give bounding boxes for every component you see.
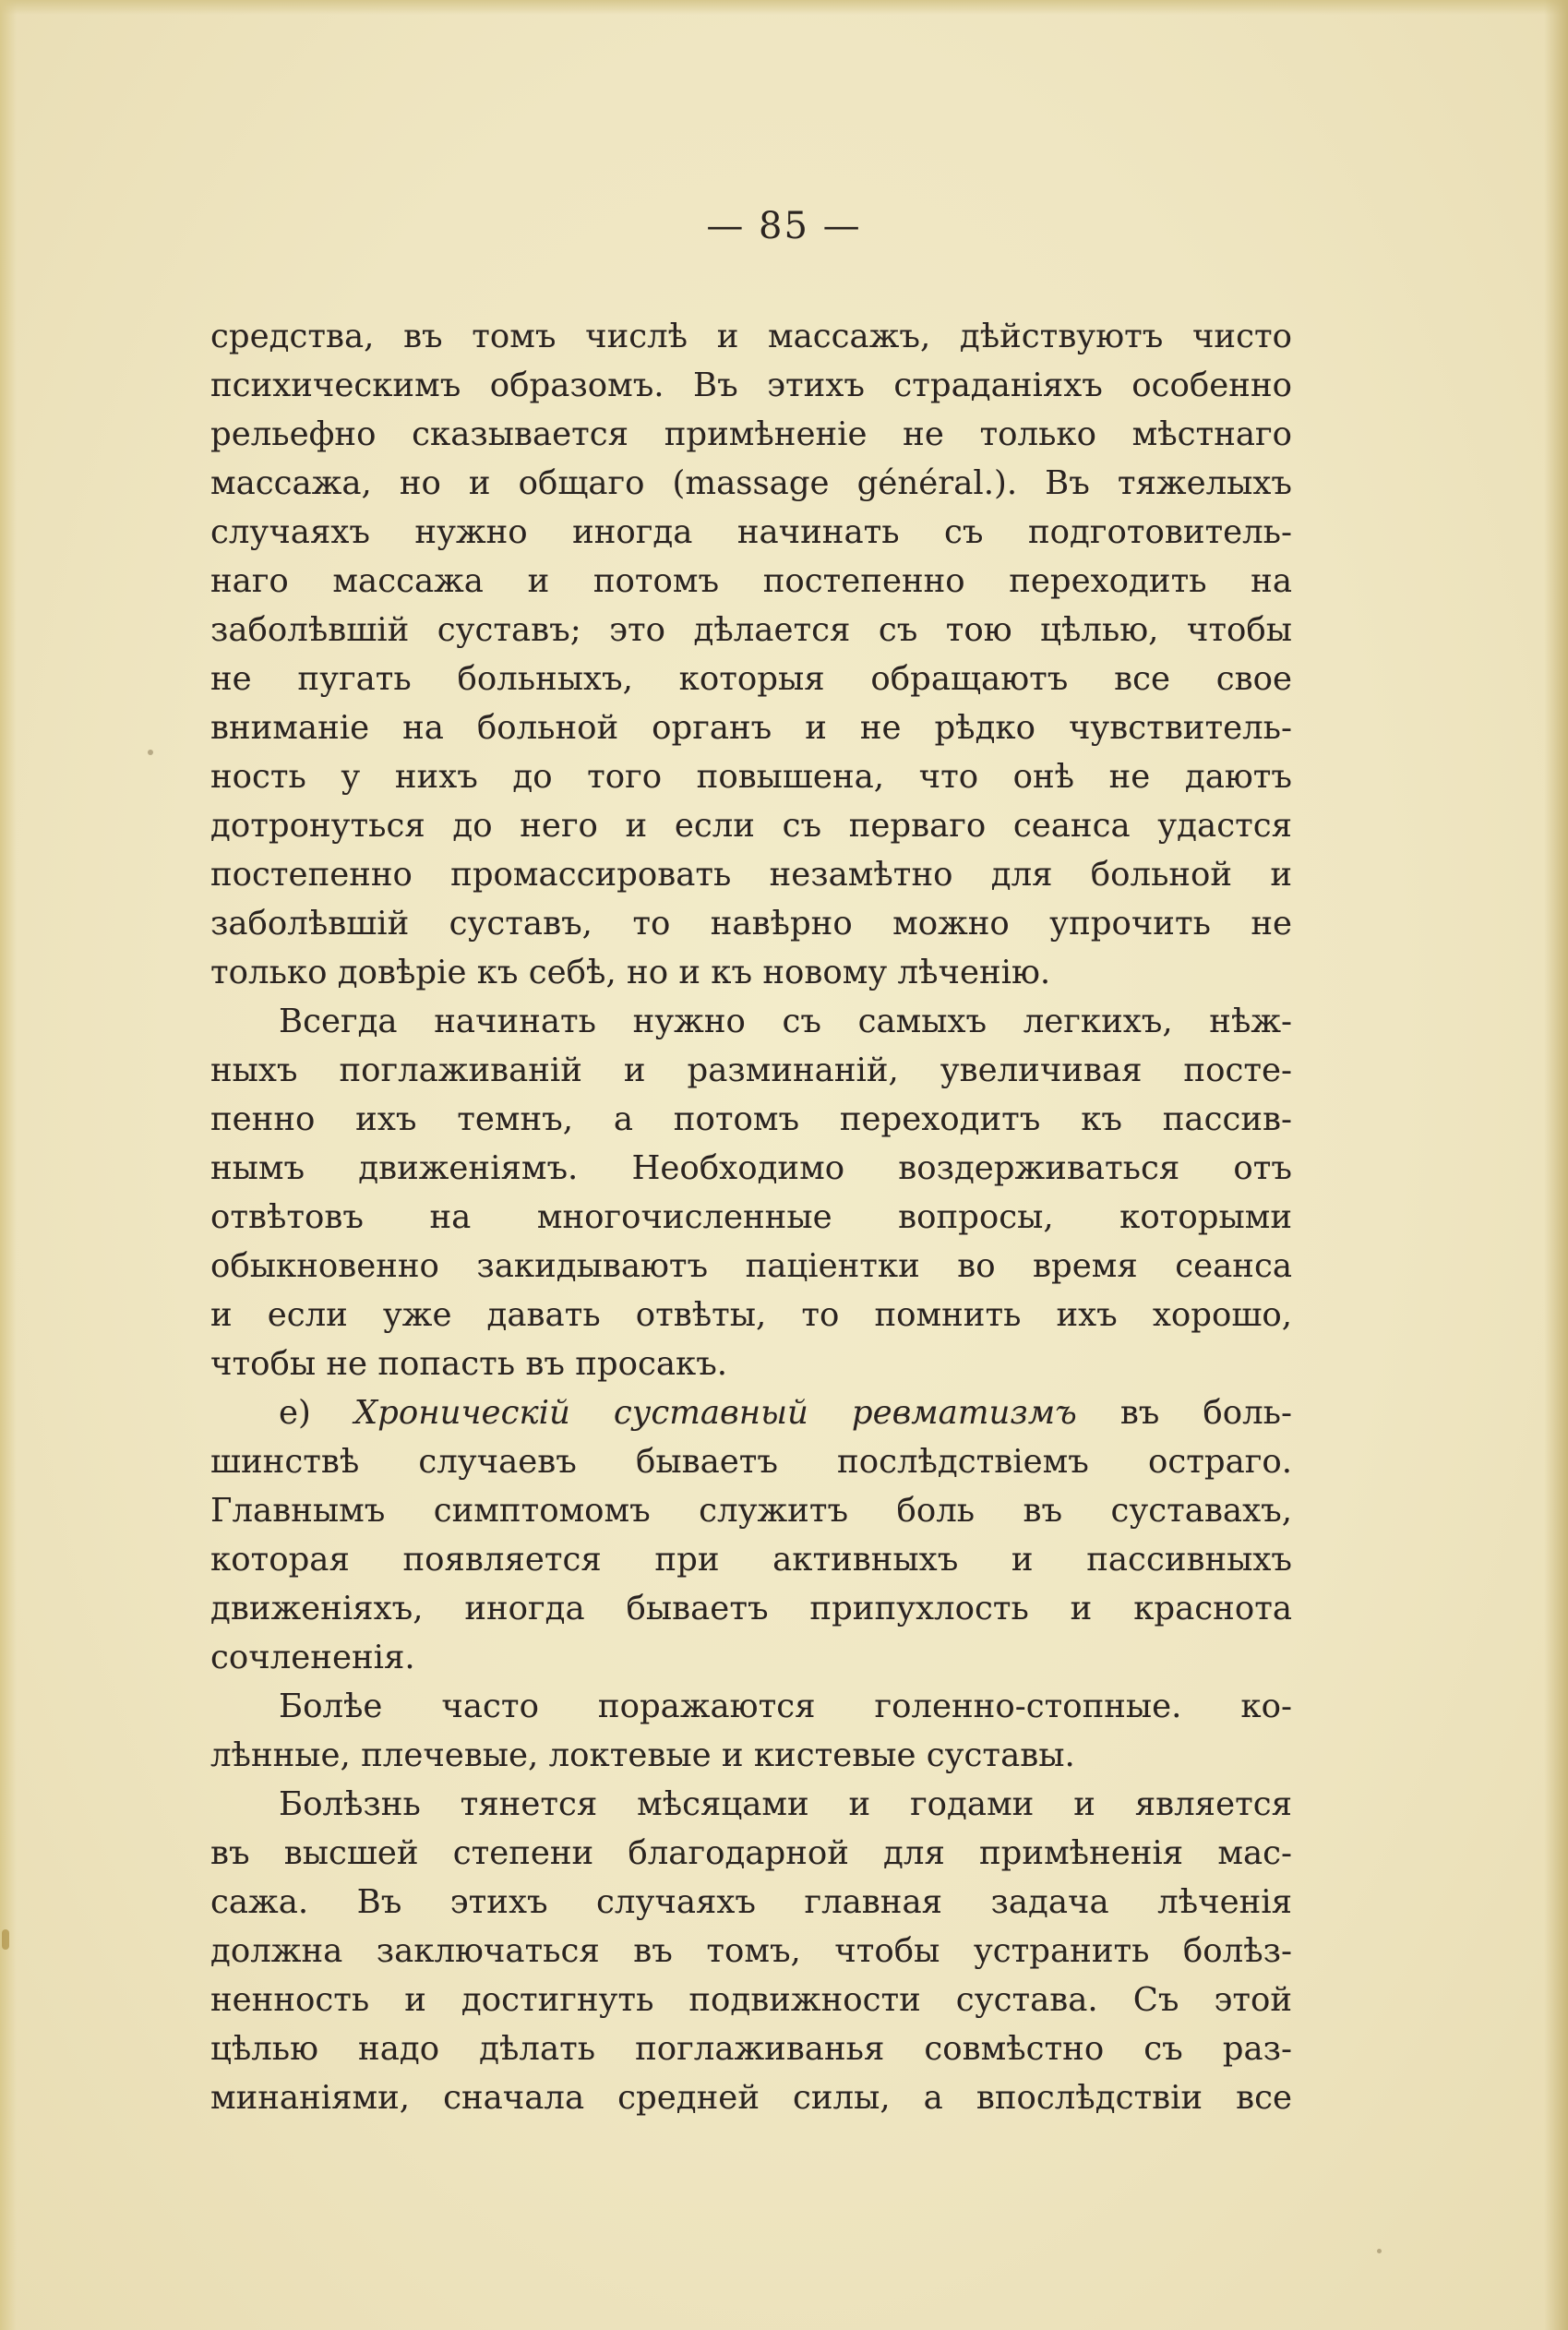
text-line: массажа, но и общаго (massage général.). Въ тяжелыхъ	[210, 464, 1292, 502]
text-line: и если уже давать отвѣты, то помнить ихъ хорошо,	[210, 1296, 1292, 1334]
text-line: вниманіе на больной органъ и не рѣдко чувствитель-	[210, 709, 1292, 747]
page-number: — 85 —	[706, 205, 862, 247]
text-line: ненность и достигнуть подвижности сустава. Съ этой	[210, 1981, 1292, 2019]
paragraph-3	[210, 1388, 1292, 1682]
text-line: сажа. Въ этихъ случаяхъ главная задача лѣченія	[210, 1883, 1292, 1921]
text-line: въ высшей степени благодарной для примѣненія мас-	[210, 1834, 1292, 1872]
paragraph-4	[210, 1682, 1292, 1780]
text-line: заболѣвшій суставъ; это дѣлается съ тою цѣлью, чтобы	[210, 611, 1292, 649]
text-line: Всегда начинать нужно съ самыхъ легкихъ, нѣж-	[279, 1003, 1292, 1040]
text-line: минаніями, сначала средней силы, а впослѣдствіи все	[210, 2079, 1292, 2117]
text-line: которая появляется при активныхъ и пассивныхъ	[210, 1541, 1292, 1579]
text-line: цѣлью надо дѣлать поглаживанья совмѣстно съ раз-	[210, 2030, 1292, 2068]
paragraph-1	[210, 312, 1292, 997]
text-line: обыкновенно закидываютъ паціентки во время сеанса	[210, 1247, 1292, 1285]
text-line: наго массажа и потомъ постепенно переходить на	[210, 562, 1292, 600]
text-line: чтобы не попасть въ просакъ.	[210, 1345, 728, 1383]
page-edge-left	[0, 0, 17, 2330]
paragraph-2	[210, 997, 1292, 1388]
paper-speck	[2, 1929, 9, 1950]
text-line: Болѣе часто поражаются голенно-стопные. ко-	[279, 1687, 1292, 1725]
text-line: рельефно сказывается примѣненіе не только мѣстнаго	[210, 415, 1292, 453]
text-line	[210, 1388, 1292, 1437]
text-line: отвѣтовъ на многочисленные вопросы, которыми	[210, 1198, 1292, 1236]
page-edge-right	[1544, 0, 1568, 2330]
text-line: движеніяхъ, иногда бываетъ припухлость и краснота	[210, 1590, 1292, 1627]
text-run: въ боль-	[1076, 1394, 1292, 1432]
paragraph-5	[210, 1780, 1292, 2122]
text-line: шинствѣ случаевъ бываетъ послѣдствіемъ остраго.	[210, 1443, 1292, 1481]
text-line: пенно ихъ темнъ, а потомъ переходитъ къ пассив-	[210, 1100, 1292, 1138]
list-marker: e)	[279, 1394, 354, 1432]
section-heading-italic: Хроническій суставный ревматизмъ	[353, 1394, 1077, 1432]
text-line: дотронуться до него и если съ перваго сеанса удастся	[210, 807, 1292, 845]
body-text	[210, 312, 1292, 2122]
text-line: постепенно промассировать незамѣтно для больной и	[210, 856, 1292, 894]
text-line: не пугать больныхъ, которыя обращаютъ все свое	[210, 660, 1292, 698]
text-line: ныхъ поглаживаній и разминаній, увеличивая посте-	[210, 1051, 1292, 1089]
paper-speck	[148, 750, 153, 755]
text-line: Болѣзнь тянется мѣсяцами и годами и является	[279, 1785, 1292, 1823]
text-line: нымъ движеніямъ. Необходимо воздерживаться отъ	[210, 1149, 1292, 1187]
text-line: ность у нихъ до того повышена, что онѣ не даютъ	[210, 758, 1292, 796]
text-line: средства, въ томъ числѣ и массажъ, дѣйствуютъ чисто	[210, 318, 1292, 355]
text-line: должна заключаться въ томъ, чтобы устранить болѣз-	[210, 1932, 1292, 1970]
text-line: только довѣріе къ себѣ, но и къ новому лѣченію.	[210, 954, 1051, 991]
paper-speck	[1377, 2249, 1382, 2253]
text-line: случаяхъ нужно иногда начинать съ подготовитель-	[210, 513, 1292, 551]
text-line: Главнымъ симптомомъ служитъ боль въ суставахъ,	[210, 1492, 1292, 1530]
text-line: психическимъ образомъ. Въ этихъ страданіяхъ особенно	[210, 366, 1292, 404]
text-line: заболѣвшій суставъ, то навѣрно можно упрочить не	[210, 905, 1292, 943]
page-edge-top	[0, 0, 1568, 15]
text-line: сочлененія.	[210, 1639, 415, 1676]
text-line: лѣнные, плечевые, локтевые и кистевые суставы.	[210, 1736, 1075, 1774]
